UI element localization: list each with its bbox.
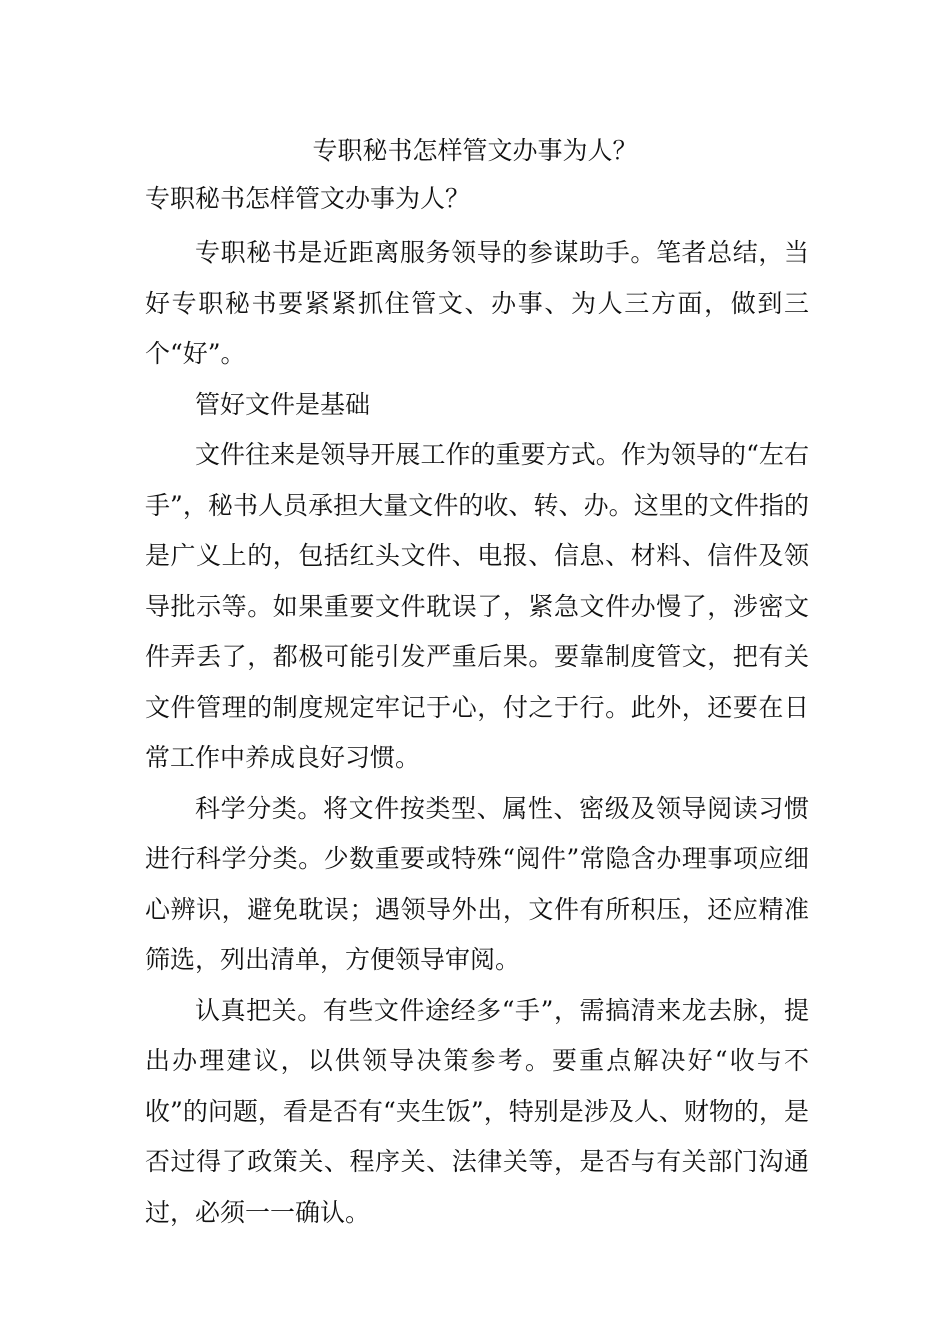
paragraph-classification: 科学分类。将文件按类型、属性、密级及领导阅读习惯进行科学分类。少数重要或特殊“阅件”常隐含办理事项应细心辨识，避免耽误；遇领导外出，文件有所积压，还应精准筛选，列出清单，方便领导审阅。 — [145, 793, 809, 974]
section-heading: 管好文件是基础 — [195, 389, 371, 419]
document-body — [145, 180, 809, 1238]
paragraph-review: 认真把关。有些文件途经多“手”，需搞清来龙去脉，提出办理建议，以供领导决策参考。要重点解决好“收与不收”的问题，看是否有“夹生饭”，特别是涉及人、财物的，是否过得了政策关、程序关、法律关等，是否与有关部门沟通过，必须一一确认。 — [145, 995, 809, 1227]
document-title: 专职秘书怎样管文办事为人？ — [312, 136, 638, 165]
paragraph-intro: 专职秘书是近距离服务领导的参谋助手。笔者总结，当好专职秘书要紧紧抓住管文、办事、为人三方面，做到三个“好”。 — [145, 238, 809, 368]
document-subtitle: 专职秘书怎样管文办事为人？ — [145, 184, 471, 213]
paragraph-file-management: 文件往来是领导开展工作的重要方式。作为领导的“左右手”，秘书人员承担大量文件的收、转、办。这里的文件指的是广义上的，包括红头文件、电报、信息、材料、信件及领导批示等。如果重要文件耽误了，紧急文件办慢了，涉密文件弄丢了，都极可能引发严重后果。要靠制度管文，把有关文件管理的制度规定牢记于心，付之于行。此外，还要在日常工作中养成良好习惯。 — [145, 440, 809, 772]
